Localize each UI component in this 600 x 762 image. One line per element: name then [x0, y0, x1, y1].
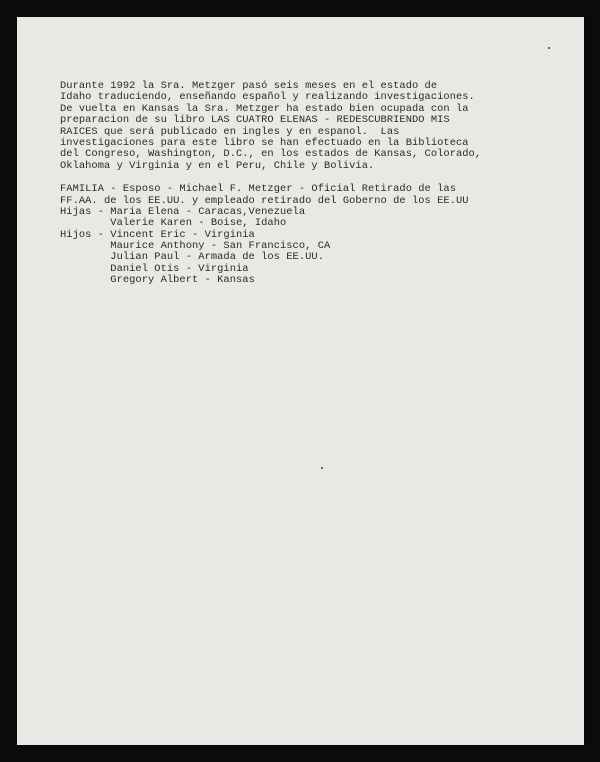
text-line: Hijas - Maria Elena - Caracas,Venezuela — [60, 205, 306, 218]
document-page — [17, 17, 584, 745]
text-line: Idaho traduciendo, enseñando español y realizando investigaciones. — [60, 91, 475, 104]
text-line: Gregory Albert - Kansas — [60, 274, 255, 287]
text-line: Maurice Anthony - San Francisco, CA — [60, 240, 331, 253]
text-line: RAICES que será publicado en ingles y en espanol. Las — [60, 125, 400, 138]
text-line: FAMILIA - Esposo - Michael F. Metzger - Oficial Retirado de las — [60, 183, 456, 196]
text-line: FF.AA. de los EE.UU. y empleado retirado del Goberno de los EE.UU — [60, 194, 469, 207]
text-line: preparacion de su libro LAS CUATRO ELENAS - REDESCUBRIENDO MIS — [60, 114, 450, 127]
text-line: Valerie Karen - Boise, Idaho — [60, 217, 287, 230]
paper-speck — [321, 467, 323, 469]
paper-speck — [548, 47, 550, 49]
document-text — [60, 81, 560, 287]
paragraph-family — [60, 184, 560, 287]
text-line: Durante 1992 la Sra. Metzger pasó seis meses en el estado de — [60, 80, 438, 92]
text-line: Daniel Otis - Virginia — [60, 262, 249, 275]
text-line: del Congreso, Washington, D.C., en los estados de Kansas, Colorado, — [60, 148, 482, 161]
paragraph-biography — [60, 81, 560, 172]
text-line: investigaciones para este libro se han efectuado en la Biblioteca — [60, 136, 469, 149]
text-line: Oklahoma y Virginia y en el Peru, Chile y Bolivia. — [60, 159, 375, 172]
text-line: De vuelta en Kansas la Sra. Metzger ha estado bien ocupada con la — [60, 102, 469, 115]
text-line: Hijos - Vincent Eric - Virginia — [60, 228, 255, 241]
text-line: Julian Paul - Armada de los EE.UU. — [60, 251, 324, 264]
